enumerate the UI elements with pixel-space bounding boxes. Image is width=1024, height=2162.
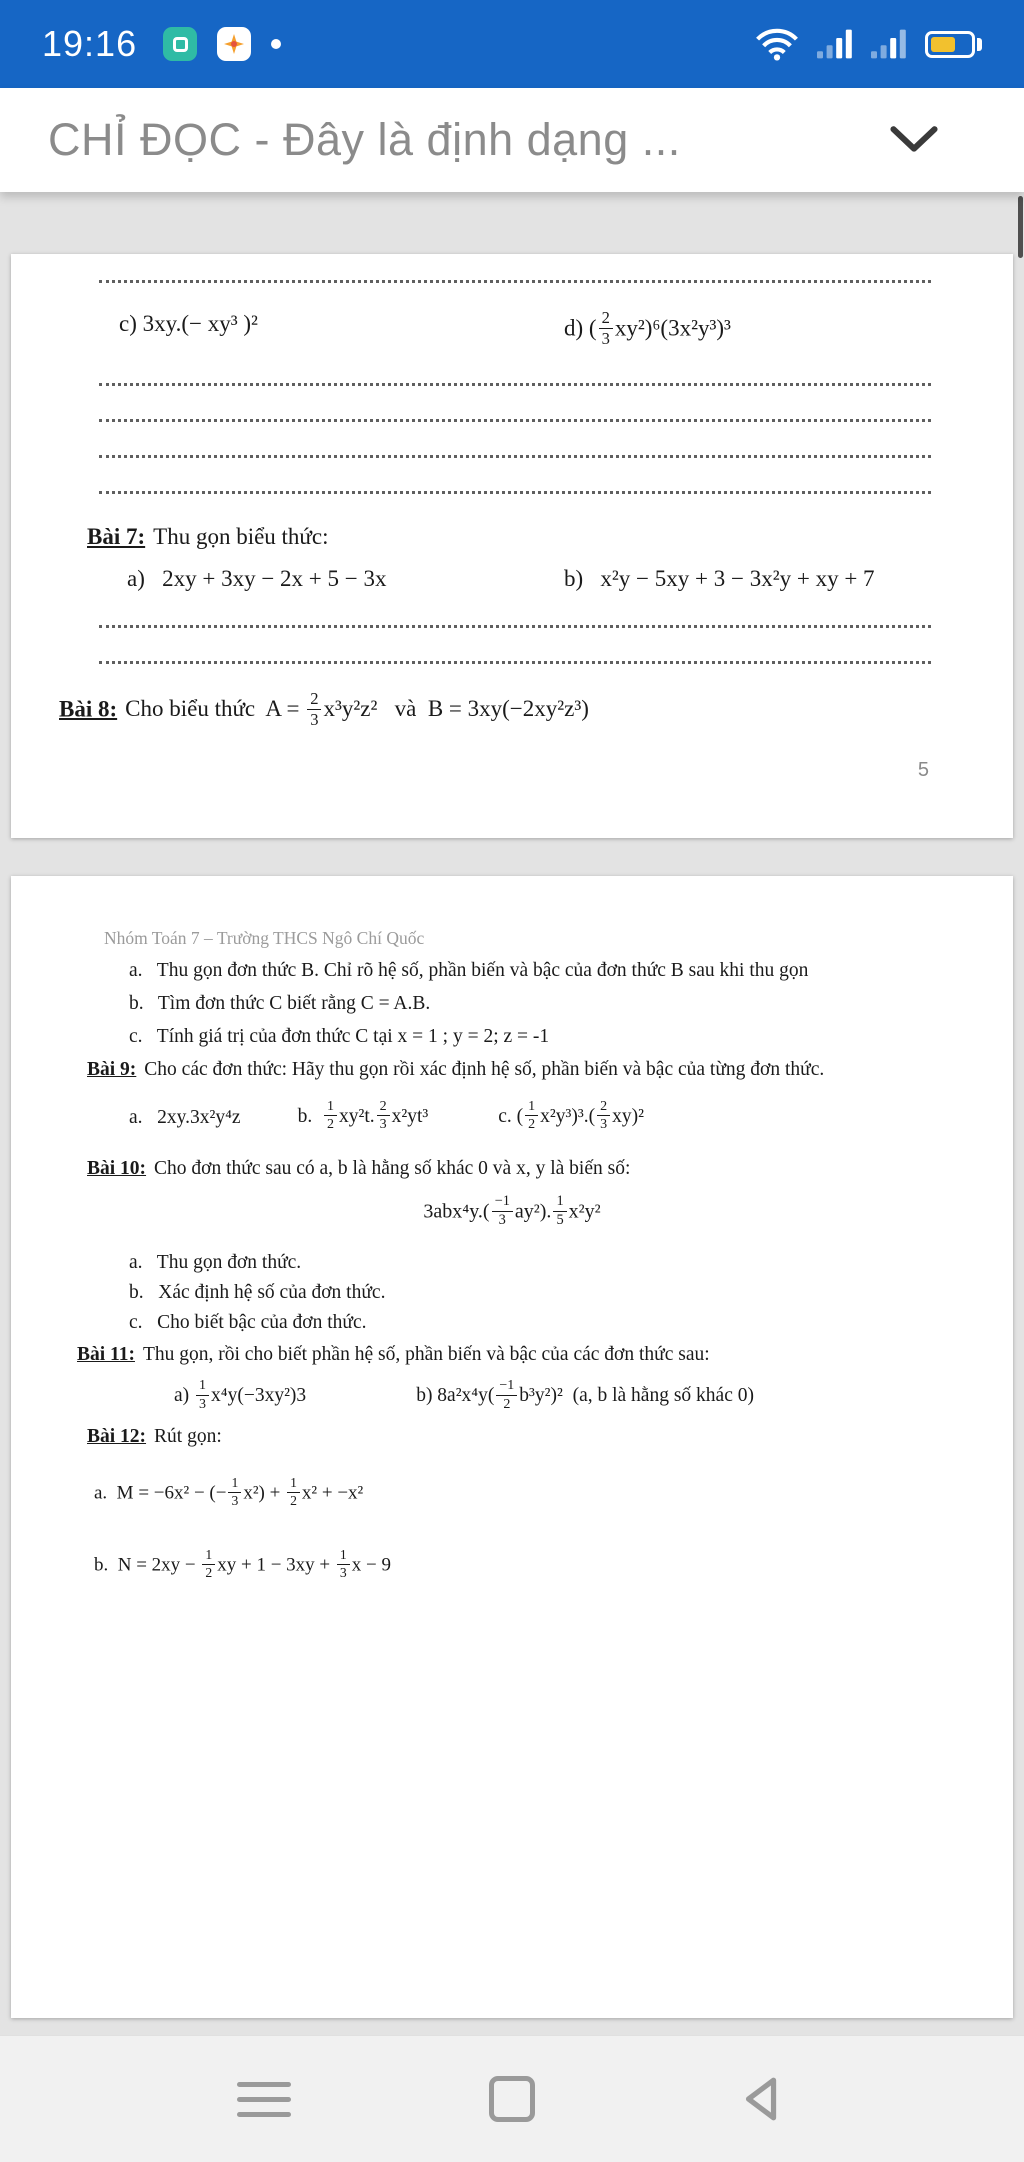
exercise-8-heading (59, 688, 983, 731)
document-page-2 (11, 876, 1013, 2018)
exercise-7-label: Bài 7: (87, 523, 146, 549)
exercise-11-label: Bài 11: (77, 1344, 135, 1366)
battery-fill-level (931, 37, 955, 52)
exercise-10-item-c: c. Cho biết bậc của đơn thức. (129, 1312, 367, 1334)
answer-dotted-line (99, 383, 931, 386)
hamburger-icon (237, 2082, 291, 2117)
exercise-12-title: Rút gọn: (154, 1425, 222, 1447)
exercise-9-item-b: b. $\frac{1}{2}$ xy²t. $\frac{2}{3}$ x²yt³ (297, 1098, 429, 1133)
intro-item-c: c. Tính giá trị của đơn thức C tại x = 1 ; y = 2; z = -1 (129, 1026, 550, 1047)
android-navigation-bar (0, 2035, 1024, 2162)
exercise-8-formula: Cho biểu thức A = $\frac{2}{3}$ x³y²z² và B = 3xy(−2xy²z³) (125, 688, 589, 729)
notification-app-icon-star (217, 27, 251, 61)
battery-nub (977, 38, 982, 51)
answer-dotted-line (99, 419, 931, 422)
intro-item-a: a. Thu gọn đơn thức B. Chỉ rõ hệ số, phần biến và bậc của đơn thức B sau khi thu gọn (129, 960, 809, 981)
teal-icon-inner-shape (173, 37, 188, 52)
page-number: 5 (917, 759, 929, 781)
exercise-10-heading (87, 1158, 977, 1180)
answer-dotted-line (99, 491, 931, 494)
document-scroll-area[interactable] (0, 192, 1024, 2035)
battery-icon (925, 31, 982, 58)
exercise-7-heading (87, 524, 973, 550)
exercise-11-items (11, 1377, 1013, 1413)
formula-item-d: d) ( $\frac{2}{3}$ xy²)⁶(3x²y³)³ (564, 308, 731, 348)
signal-bars-icon-sim2 (871, 28, 907, 60)
exercise-9-item-a: a. 2xy.3x²y⁴z (129, 1106, 241, 1128)
school-header: Nhóm Toán 7 – Trường THCS Ngô Chí Quốc (104, 928, 425, 948)
intro-item-b: b. Tìm đơn thức C biết rằng C = A.B. (129, 993, 431, 1014)
clock-time: 19:16 (42, 23, 138, 64)
exercise-8-label: Bài 8: (59, 696, 118, 722)
menu-button[interactable] (219, 2054, 309, 2144)
answer-dotted-line (99, 280, 931, 283)
exercise-7-title: Thu gọn biểu thức: (153, 523, 329, 549)
exercise-12-item-b: b. N = 2xy − $\frac{1}{2}$ xy + 1 − 3xy + $\frac{1}{3}$ x − 9 (94, 1547, 391, 1581)
answer-dotted-line (99, 455, 931, 458)
document-title-bar[interactable] (0, 88, 1024, 192)
exercise-12-label: Bài 12: (87, 1425, 147, 1447)
exercise-10-item-b: b. Xác định hệ số của đơn thức. (129, 1282, 386, 1304)
formula-item-c: c) 3xy.(− xy³ )² (119, 311, 258, 336)
exercise-7-item-b: b) x²y − 5xy + 3 − 3x²y + xy + 7 (564, 565, 875, 591)
exercise-10-formula: 3abx⁴y.( $\frac{-1}{3}$ ay²). $\frac{1}{5}$ x²y² (423, 1193, 601, 1228)
exercise-11-item-b: b) 8a²x⁴y( $\frac{-1}{2}$ b³y²)² (a, b là hằng số khác 0) (416, 1377, 754, 1412)
exercise-10-label: Bài 10: (87, 1158, 147, 1180)
exercise-9-heading (87, 1059, 977, 1081)
exercise-12-item-a: a. M = −6x² − (− $\frac{1}{3}$ x²) + $\frac{1}{2}$ x² + −x² (94, 1474, 364, 1508)
exercise-7-item-a: a) 2xy + 3xy − 2x + 5 − 3x (127, 565, 387, 591)
recent-apps-square-icon (489, 2076, 535, 2122)
exercise-row-cd (11, 308, 1013, 350)
exercise-9-items (11, 1098, 1013, 1134)
exercise-10-item-a: a. Thu gọn đơn thức. (129, 1252, 302, 1274)
exercise-11-title: Thu gọn, rồi cho biết phần hệ số, phần biến và bậc của các đơn thức sau: (142, 1344, 710, 1366)
document-title: CHỈ ĐỌC - Đây là định dạng ... (48, 114, 681, 165)
exercise-10-title: Cho đơn thức sau có a, b là hằng số khác 0 và x, y là biến số: (154, 1158, 631, 1180)
exercise-7-items (11, 566, 1013, 592)
exercise-12-heading (87, 1426, 977, 1448)
wifi-icon (755, 27, 799, 61)
star-glyph (222, 32, 246, 56)
recent-apps-button[interactable] (467, 2054, 557, 2144)
status-bar (0, 0, 1024, 88)
back-button[interactable] (715, 2054, 805, 2144)
answer-dotted-line (99, 625, 931, 628)
exercise-9-label: Bài 9: (87, 1059, 137, 1080)
exercise-9-item-c: c. ( $\frac{1}{2}$ x²y³)³.( $\frac{2}{3}$ xy)² (498, 1098, 644, 1133)
exercise-11-heading (77, 1344, 977, 1366)
scrollbar-thumb[interactable] (1018, 196, 1023, 258)
exercise-9-title: Cho các đơn thức: Hãy thu gọn rồi xác định hệ số, phần biến và bậc của từng đơn thức. (144, 1059, 825, 1080)
notification-dot (271, 39, 281, 49)
signal-bars-icon-sim1 (817, 28, 853, 60)
back-triangle-icon (739, 2074, 781, 2124)
answer-dotted-line (99, 661, 931, 664)
exercise-11-item-a: a) $\frac{1}{3}$ x⁴y(−3xy²)3 (174, 1377, 307, 1412)
chevron-down-icon[interactable] (888, 125, 940, 155)
document-page-1 (11, 254, 1013, 838)
notification-app-icon-teal (163, 27, 197, 61)
